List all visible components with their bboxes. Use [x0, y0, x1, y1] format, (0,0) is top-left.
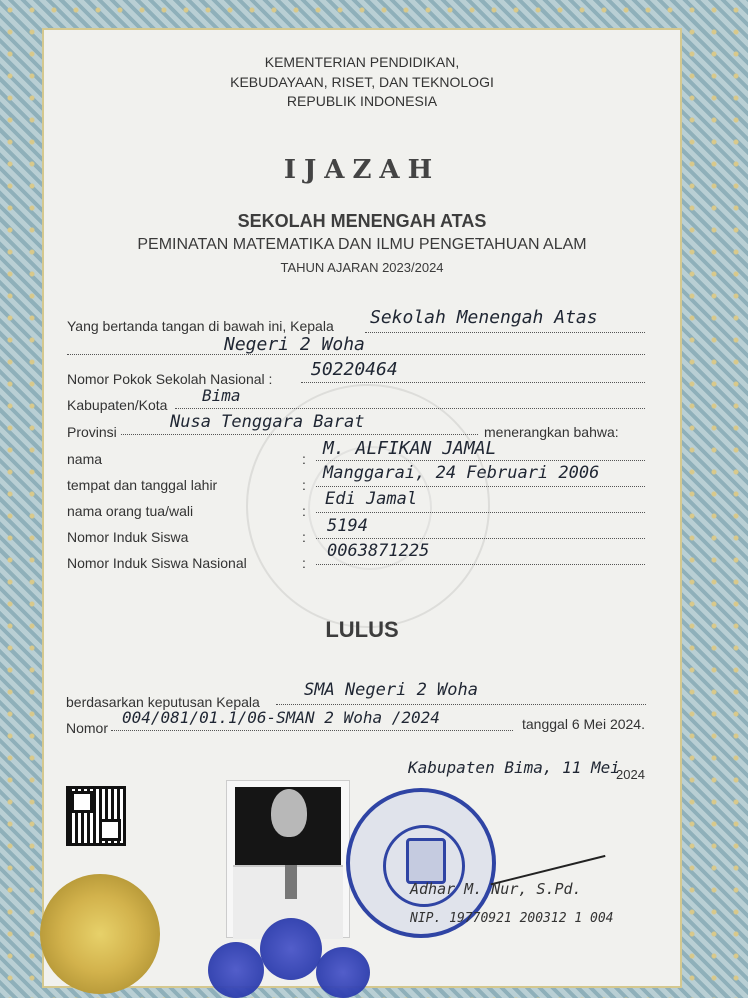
- school-name-line2: Negeri 2 Woha: [224, 334, 365, 355]
- ministry-line-1: KEMENTERIAN PENDIDIKAN,: [264, 54, 460, 70]
- student-name: M. ALFIKAN JAMAL: [323, 438, 497, 459]
- decision-date: tanggal 6 Mei 2024.: [522, 716, 645, 732]
- intro-label: Yang bertanda tangan di bawah ini, Kepala: [67, 318, 334, 334]
- basis-value: SMA Negeri 2 Woha: [304, 680, 478, 700]
- number-label: Nomor: [66, 720, 109, 736]
- student-tie: [285, 865, 297, 899]
- qr-code-icon: [66, 786, 126, 846]
- city-label: Kabupaten/Kota: [67, 397, 168, 413]
- birth-label: tempat dan tanggal lahir: [67, 477, 218, 493]
- thumbprint-2: [260, 918, 322, 980]
- thumbprint-1: [208, 942, 264, 998]
- academic-year: TAHUN AJARAN 2023/2024: [280, 260, 444, 275]
- decision-number: 004/081/01.1/06-SMAN 2 Woha /2024: [122, 708, 440, 727]
- name-label: nama: [67, 451, 103, 467]
- graduation-status: LULUS: [325, 617, 399, 642]
- birth-value: Manggarai, 24 Februari 2006: [323, 463, 600, 483]
- city-value: Bima: [202, 386, 241, 405]
- thumbprint-3: [316, 947, 370, 998]
- certificate-title: IJAZAH: [283, 155, 441, 185]
- signer-name: Adhar M. Nur, S.Pd.: [410, 880, 582, 898]
- school-name-line1: Sekolah Menengah Atas: [370, 307, 598, 328]
- certificate-page: KEMENTERIAN PENDIDIKAN, KEBUDAYAAN, RISET, DAN TEKNOLOGI REPUBLIK INDONESIA IJAZAH SEKOLAH MENENGAH ATAS PEMINATAN MATEMATIKA DAN ILMU PENGETAHUAN ALAM TAHUN AJARAN 2023/2024 Yang bertanda tangan di bawah ini, Kepala Sekolah Menengah Atas Negeri 2 Woha Nomor Pokok Sekolah Nasional : 50220464 Kabupaten/Kota Bima Provinsi Nusa Tenggara Barat menerangkan bahwa: nama : M. ALFIKAN JAMAL tempat dan tanggal lahir : Manggarai, 24 Februari 2006 nama orang tua/wali : Edi Jamal Nomor Induk Siswa : 5194 Nomor Induk Siswa Nasional : 0063871225 LULUS berdasarkan keputusan Kepala SMA Negeri 2 Woha Nomor 004/081/01.1/06-SMAN 2 Woha /2024 tanggal 6 Mei 2024. Kabupaten Bima, 11 Mei 2024 Adhar M. Nur, S.Pd. NIP. 19770921 200312 1 004: [0, 0, 748, 998]
- stamp-emblem-icon: [406, 838, 446, 884]
- ministry-line-3: REPUBLIK INDONESIA: [286, 93, 438, 109]
- signature-year: 2024: [616, 767, 645, 782]
- gold-seal-icon: [40, 874, 160, 994]
- basis-label: berdasarkan keputusan Kepala: [66, 694, 260, 710]
- province-label: Provinsi: [67, 424, 117, 440]
- nis-label: Nomor Induk Siswa: [67, 529, 189, 545]
- statement-label: menerangkan bahwa:: [484, 424, 619, 440]
- signature-place-date: Kabupaten Bima, 11 Mei: [408, 758, 620, 777]
- nisn-label: Nomor Induk Siswa Nasional: [67, 555, 247, 571]
- parent-value: Edi Jamal: [325, 489, 418, 509]
- npsn-value: 50220464: [311, 359, 398, 380]
- school-type: SEKOLAH MENENGAH ATAS: [237, 211, 487, 231]
- province-value: Nusa Tenggara Barat: [170, 412, 365, 432]
- program-name: PEMINATAN MATEMATIKA DAN ILMU PENGETAHUAN ALAM: [137, 236, 587, 253]
- student-face: [271, 789, 307, 837]
- signer-nip: NIP. 19770921 200312 1 004: [410, 911, 614, 926]
- npsn-label: Nomor Pokok Sekolah Nasional :: [67, 371, 273, 387]
- nis-value: 5194: [327, 516, 368, 536]
- student-photo: [226, 780, 350, 938]
- parent-label: nama orang tua/wali: [67, 503, 194, 519]
- nisn-value: 0063871225: [327, 541, 430, 561]
- ministry-line-2: KEBUDAYAAN, RISET, DAN TEKNOLOGI: [230, 74, 494, 90]
